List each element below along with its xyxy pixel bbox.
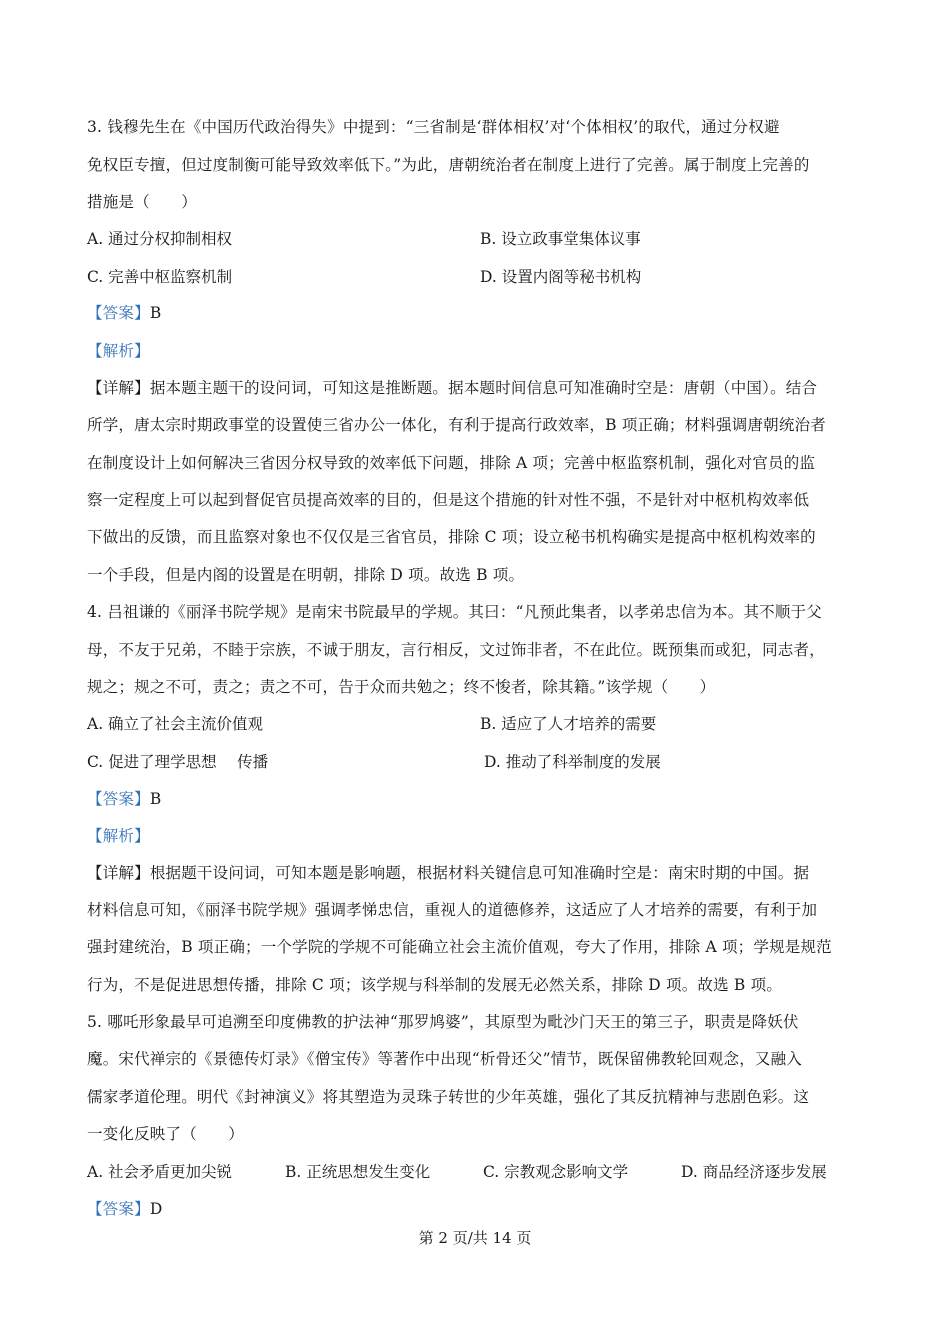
q5-option-d: D. 商品经济逐步发展 bbox=[681, 1163, 827, 1181]
q3-answer-value: B bbox=[149, 304, 162, 322]
q5-answer-value: D bbox=[149, 1200, 163, 1218]
q4-option-a: A. 确立了社会主流价值观 bbox=[87, 715, 264, 733]
q4-detail-line-2: 材料信息可知，《丽泽书院学规》强调孝悌忠信，重视人的道德修养，这适应了人才培养的需要，有利于加 bbox=[87, 901, 818, 919]
q3-detail-line-6: 一个手段，但是内阁的设置是在明朝，排除 D 项。故选 B 项。 bbox=[87, 566, 525, 584]
q5-stem-line-3: 儒家孝道伦理。明代《封神演义》将其塑造为灵珠子转世的少年英雄，强化了其反抗精神与悲剧色彩。这 bbox=[87, 1088, 810, 1106]
q3-detail-line-4: 察一定程度上可以起到督促官员提高效率的目的，但是这个措施的针对性不强，不是针对中枢机构效率低 bbox=[87, 491, 810, 509]
q4-detail-line-3: 强封建统治，B 项正确；一个学院的学规不可能确立社会主流价值观，夸大了作用，排除 A 项；学规是规范 bbox=[87, 938, 832, 956]
q4-option-d: D. 推动了科举制度的发展 bbox=[484, 753, 661, 771]
q3-stem-line-2: 免权臣专擅，但过度制衡可能导致效率低下。”为此，唐朝统治者在制度上进行了完善。属于制度上完善的 bbox=[87, 156, 810, 174]
q4-detail-line-4: 行为，不是促进思想传播，排除 C 项；该学规与科举制的发展无必然关系，排除 D 项。故选 B 项。 bbox=[87, 976, 783, 994]
q3-option-a: A. 通过分权抑制相权 bbox=[87, 230, 233, 248]
q4-option-b: B. 适应了人才培养的需要 bbox=[480, 715, 657, 733]
q4-stem-line-1: 4. 吕祖谦的《丽泽书院学规》是南宋书院最早的学规。其曰：“凡预此集者，以孝弟忠信为本。其不顺于父 bbox=[87, 603, 822, 621]
q5-stem-line-2: 魔。宋代禅宗的《景德传灯录》《僧宝传》等著作中出现“析骨还父”情节，既保留佛教轮回观念，又融入 bbox=[87, 1050, 803, 1068]
q3-detail-line-5: 下做出的反馈，而且监察对象也不仅仅是三省官员，排除 C 项；设立秘书机构确实是提高中枢机构效率的 bbox=[87, 528, 816, 546]
q4-option-c: C. 促进了理学思想 传播 bbox=[87, 753, 269, 771]
q3-answer-label: 【答案】 bbox=[87, 304, 150, 322]
q5-answer bbox=[87, 1199, 162, 1219]
q3-detail-line-3: 在制度设计上如何解决三省因分权导致的效率低下问题，排除 A 项；完善中枢监察机制，强化对官员的监 bbox=[87, 454, 816, 472]
q3-detail-label: 【详解】 bbox=[87, 379, 150, 397]
q3-option-c: C. 完善中枢监察机制 bbox=[87, 268, 233, 286]
q4-stem-line-2: 母，不友于兄弟，不睦于宗族，不诚于朋友，言行相反，文过饰非者，不在此位。既预集而或犯，同志者， bbox=[87, 641, 825, 659]
q3-option-d: D. 设置内阁等秘书机构 bbox=[480, 268, 642, 286]
q3-stem-line-1: 3. 钱穆先生在《中国历代政治得失》中提到：“三省制是‘群体相权’对‘个体相权’的取代，通过分权避 bbox=[87, 118, 780, 136]
q3-detail-line-1: 【详解】据本题主题干的设问词，可知这是推断题。据本题时间信息可知准确时空是：唐朝（中国）。结合 bbox=[87, 379, 818, 397]
q3-detail-line-2: 所学，唐太宗时期政事堂的设置使三省办公一体化，有利于提高行政效率，B 项正确；材料强调唐朝统治者 bbox=[87, 416, 826, 434]
q4-stem-line-3: 规之；规之不可，责之；责之不可，告于众而共勉之；终不悛者，除其籍。”该学规（ ） bbox=[87, 678, 716, 696]
q4-answer bbox=[87, 789, 161, 809]
q5-option-b: B. 正统思想发生变化 bbox=[285, 1163, 431, 1181]
q4-detail-label: 【详解】 bbox=[87, 864, 150, 882]
q3-option-b: B. 设立政事堂集体议事 bbox=[480, 230, 641, 248]
q3-stem-line-3: 措施是（ ） bbox=[87, 193, 197, 211]
q4-analysis-label: 【解析】 bbox=[87, 827, 150, 845]
q4-answer-value: B bbox=[149, 790, 162, 808]
q5-option-c: C. 宗教观念影响文学 bbox=[483, 1163, 629, 1181]
q5-stem-line-4: 一变化反映了（ ） bbox=[87, 1125, 245, 1143]
q3-answer bbox=[87, 303, 161, 323]
q4-detail-line-1: 【详解】根据题干设问词，可知本题是影响题，根据材料关键信息可知准确时空是：南宋时期的中国。据 bbox=[87, 864, 810, 882]
q3-analysis-label: 【解析】 bbox=[87, 342, 150, 360]
q5-stem-line-1: 5. 哪吒形象最早可追溯至印度佛教的护法神“那罗鸠婆”，其原型为毗沙门天王的第三子，职责是降妖伏 bbox=[87, 1013, 799, 1031]
q4-answer-label: 【答案】 bbox=[87, 790, 150, 808]
q5-option-a: A. 社会矛盾更加尖锐 bbox=[87, 1163, 233, 1181]
page-number: 第 2 页/共 14 页 bbox=[418, 1229, 532, 1247]
q5-answer-label: 【答案】 bbox=[87, 1200, 150, 1218]
